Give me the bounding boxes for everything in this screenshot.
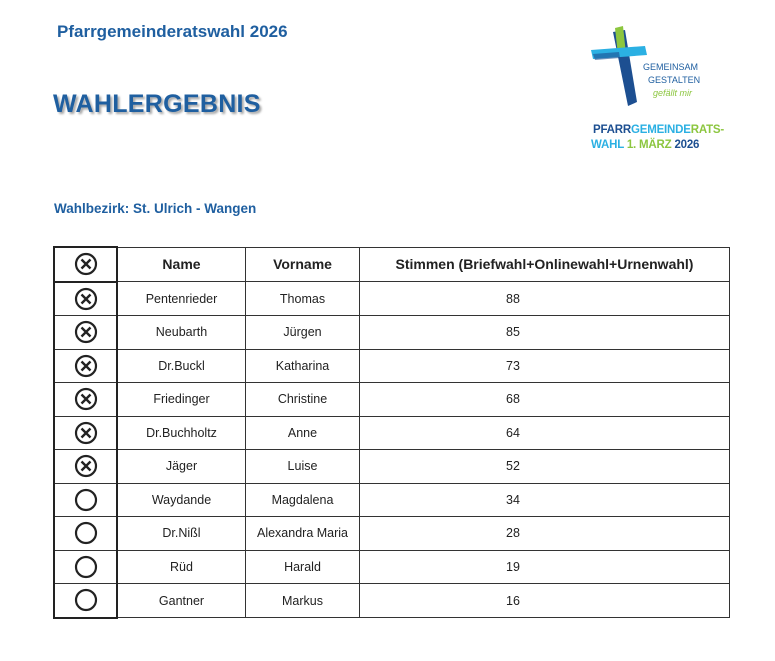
candidate-name: Neubarth (117, 316, 246, 350)
table-row (54, 383, 730, 417)
candidate-first-name: Christine (246, 383, 360, 417)
x-circle-icon (74, 252, 98, 276)
candidate-votes-cell (360, 282, 730, 316)
column-header-name: Name (117, 247, 246, 282)
table-row (54, 517, 730, 551)
empty-circle-icon (74, 521, 98, 545)
table-row (54, 450, 730, 484)
candidate-votes-cell (360, 383, 730, 417)
candidate-votes: 85 (506, 325, 520, 340)
elected-mark-cell (54, 416, 117, 450)
cross-logo-icon (585, 24, 715, 124)
table-row (54, 316, 730, 350)
candidate-name: Friedinger (117, 383, 246, 417)
x-circle-icon (74, 287, 98, 311)
table-header-row (54, 247, 730, 282)
candidate-votes-cell (360, 316, 730, 350)
candidate-votes: 52 (506, 459, 520, 474)
candidate-votes-cell (360, 517, 730, 551)
candidate-votes: 28 (506, 526, 520, 541)
elected-mark-cell (54, 550, 117, 584)
candidate-first-name: Katharina (246, 349, 360, 383)
candidate-votes: 73 (506, 358, 520, 373)
elected-mark-cell (54, 584, 117, 618)
candidate-votes: 64 (506, 425, 520, 440)
candidate-votes-cell (360, 450, 730, 484)
candidate-first-name: Thomas (246, 282, 360, 316)
column-header-first-name: Vorname (246, 247, 360, 282)
x-circle-icon (74, 320, 98, 344)
table-row (54, 584, 730, 618)
x-circle-icon (74, 354, 98, 378)
results-table (53, 246, 730, 619)
empty-circle-icon (74, 588, 98, 612)
candidate-votes: 34 (506, 492, 520, 507)
table-row (54, 282, 730, 316)
empty-circle-icon (74, 488, 98, 512)
logo-text-5: WAHL 1. MÄRZ 2026 (591, 139, 700, 151)
elected-mark-cell (54, 383, 117, 417)
candidate-name: Pentenrieder (117, 282, 246, 316)
candidate-votes-cell (360, 483, 730, 517)
x-circle-icon (74, 421, 98, 445)
election-logo (585, 24, 725, 164)
candidate-first-name: Luise (246, 450, 360, 484)
candidate-votes-cell (360, 349, 730, 383)
column-header-votes: Stimmen (Briefwahl+Onlinewahl+Urnenwahl) (360, 247, 730, 282)
candidate-votes-cell (360, 550, 730, 584)
logo-text-2: GESTALTEN (648, 75, 701, 85)
candidate-votes-cell (360, 416, 730, 450)
candidate-first-name: Anne (246, 416, 360, 450)
table-row (54, 550, 730, 584)
candidate-first-name: Harald (246, 550, 360, 584)
candidate-votes-cell (360, 584, 730, 618)
elected-mark-cell (54, 316, 117, 350)
candidate-votes: 88 (506, 291, 520, 306)
candidate-name: Jäger (117, 450, 246, 484)
candidate-name: Dr.Nißl (117, 517, 246, 551)
elected-mark-cell (54, 450, 117, 484)
logo-text-4: PFARRGEMEINDERATS- (593, 124, 725, 136)
x-circle-icon (74, 387, 98, 411)
candidate-first-name: Jürgen (246, 316, 360, 350)
table-row (54, 349, 730, 383)
elected-mark-cell (54, 282, 117, 316)
empty-circle-icon (74, 555, 98, 579)
header-mark-cell (54, 247, 117, 282)
candidate-first-name: Alexandra Maria (246, 517, 360, 551)
district-label: Wahlbezirk: St. Ulrich - Wangen (54, 201, 257, 216)
table-row (54, 483, 730, 517)
page-headline: WAHLERGEBNIS (53, 90, 261, 118)
candidate-first-name: Markus (246, 584, 360, 618)
logo-text-3: gefällt mir (653, 88, 693, 98)
candidate-name: Dr.Buchholtz (117, 416, 246, 450)
elected-mark-cell (54, 349, 117, 383)
election-title: Pfarrgemeinderatswahl 2026 (57, 22, 288, 41)
candidate-votes: 19 (506, 559, 520, 574)
candidate-name: Dr.Buckl (117, 349, 246, 383)
candidate-votes: 68 (506, 392, 520, 407)
elected-mark-cell (54, 517, 117, 551)
candidate-first-name: Magdalena (246, 483, 360, 517)
candidate-name: Rüd (117, 550, 246, 584)
candidate-name: Waydande (117, 483, 246, 517)
x-circle-icon (74, 454, 98, 478)
candidate-name: Gantner (117, 584, 246, 618)
elected-mark-cell (54, 483, 117, 517)
table-row (54, 416, 730, 450)
logo-text-1: GEMEINSAM (643, 62, 699, 72)
candidate-votes: 16 (506, 593, 520, 608)
